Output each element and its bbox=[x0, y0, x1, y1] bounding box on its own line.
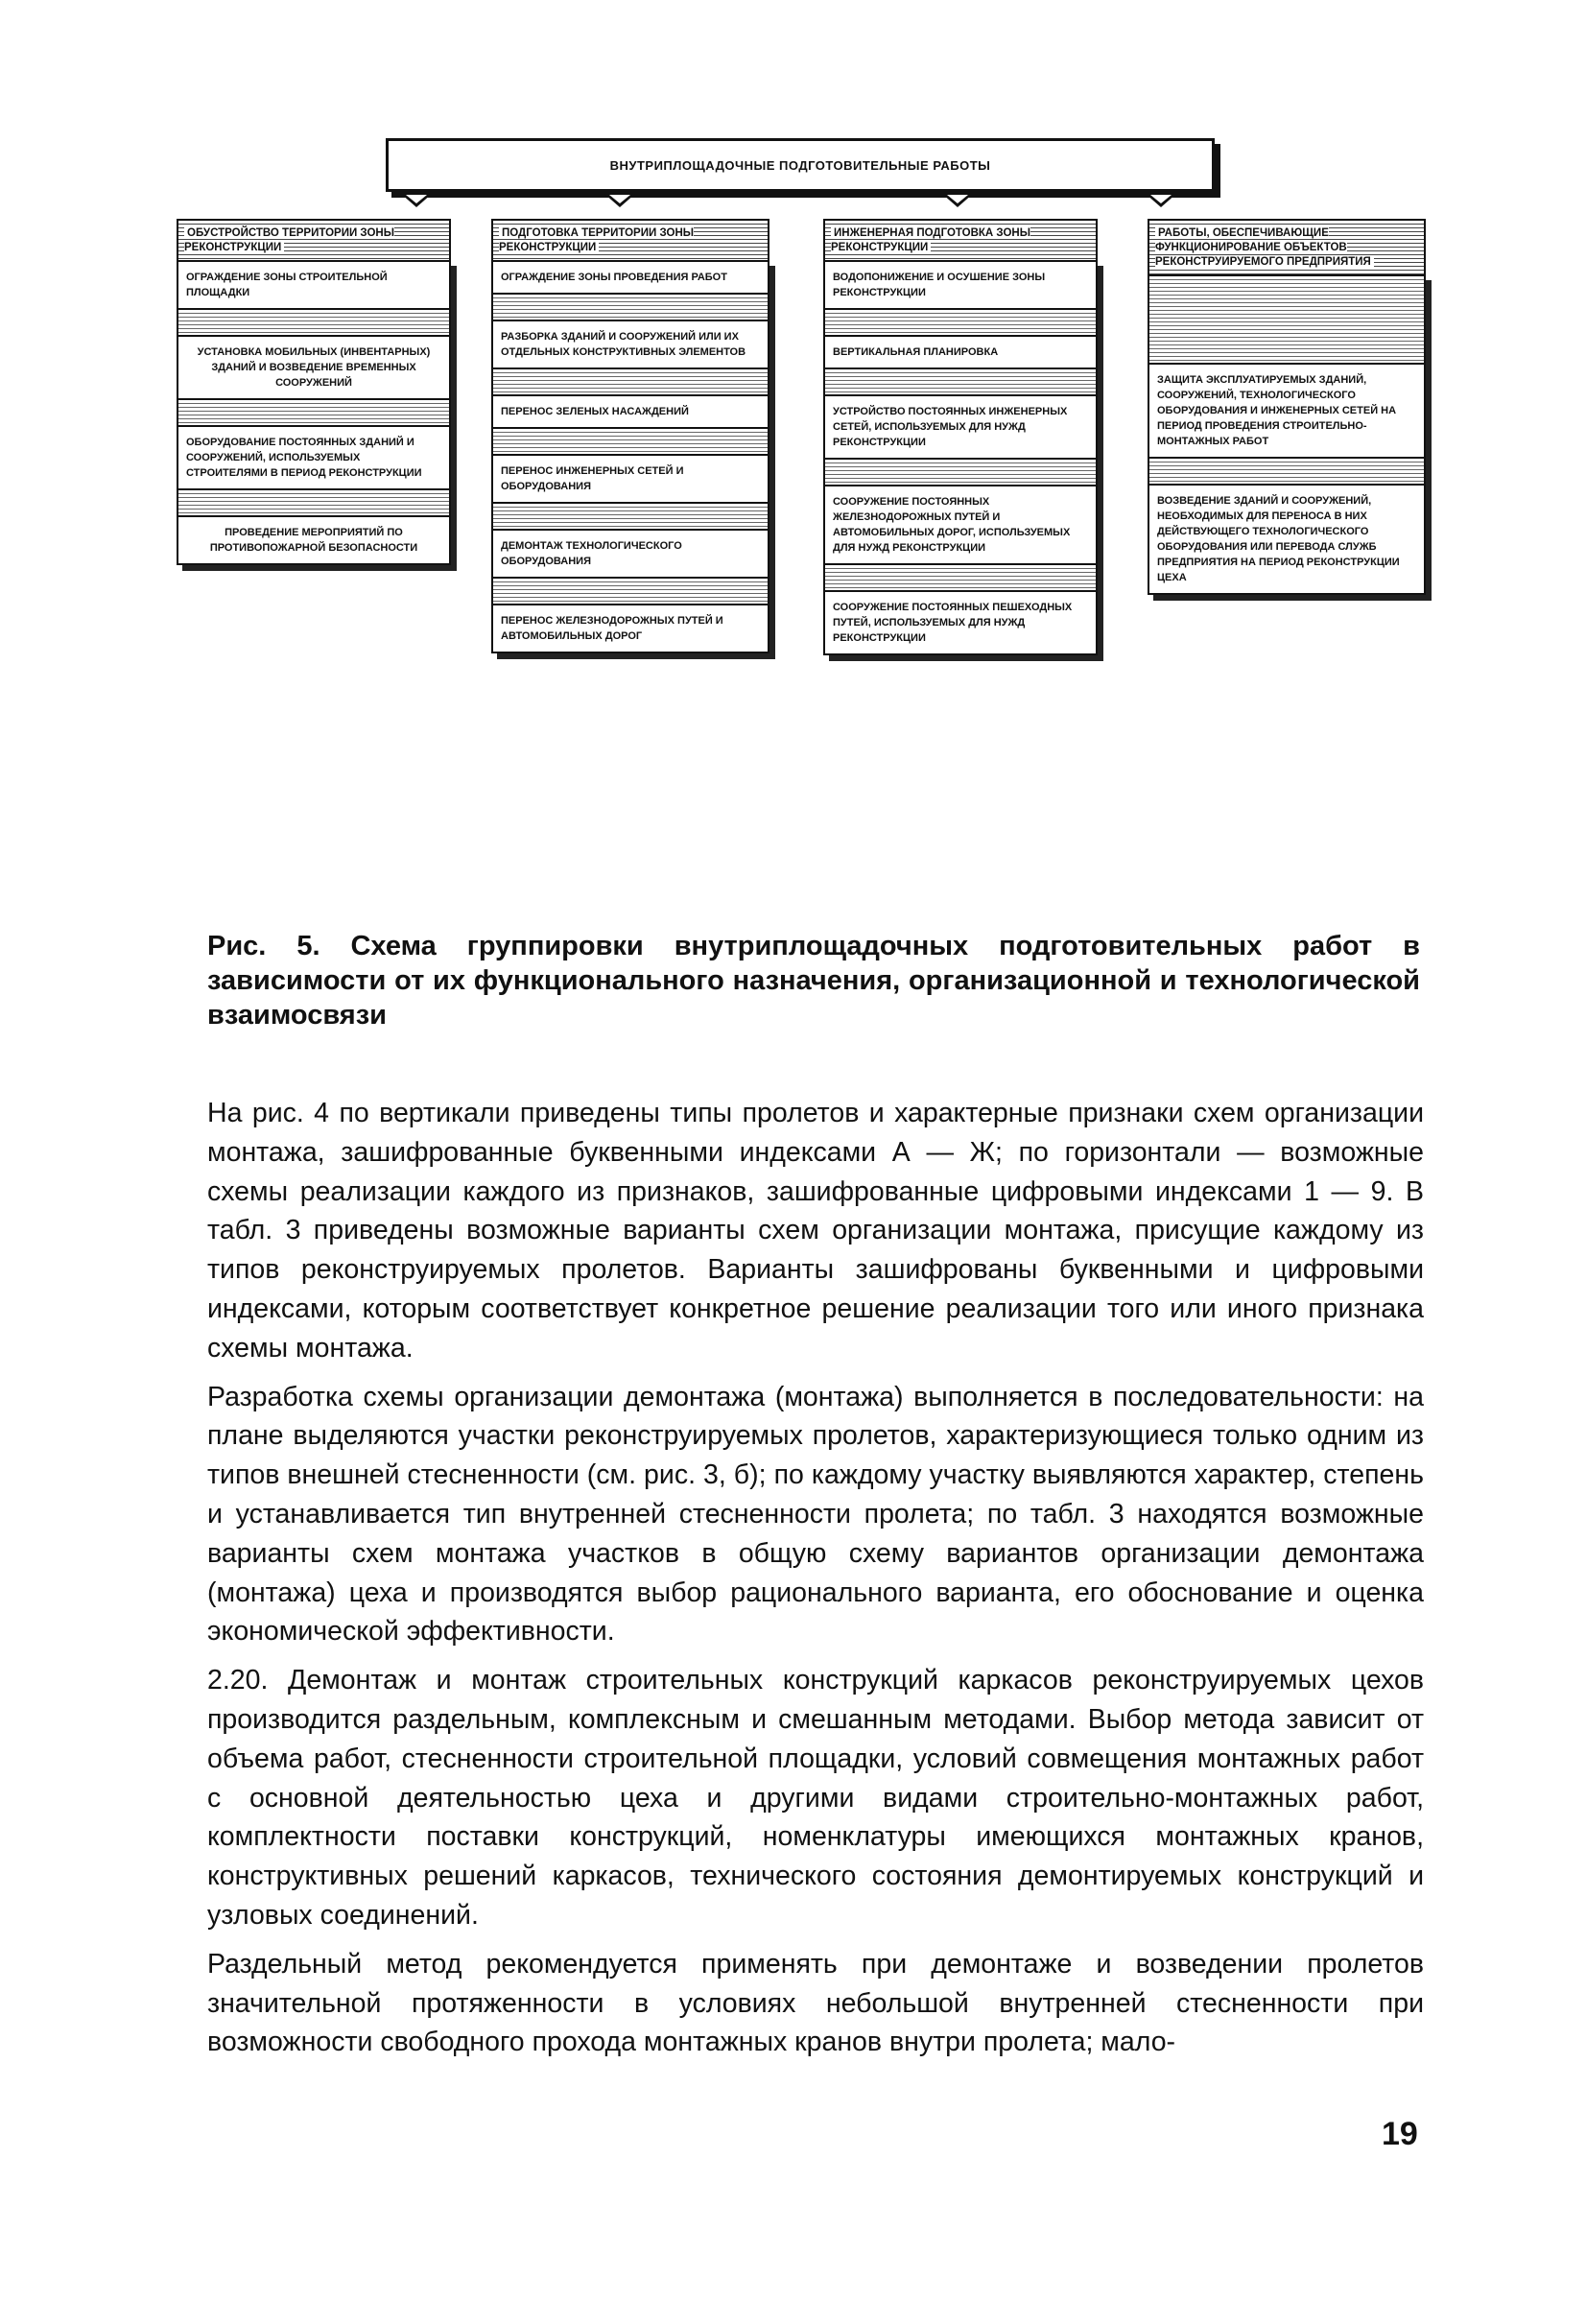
divider bbox=[493, 293, 768, 320]
body-text bbox=[207, 1094, 1424, 2072]
diagram-title: ВНУТРИПЛОЩАДОЧНЫЕ ПОДГОТОВИТЕЛЬНЫЕ РАБОТЫ bbox=[609, 157, 991, 173]
column-1 bbox=[177, 219, 451, 565]
list-item: ПЕРЕНОС ЖЕЛЕЗНОДОРОЖНЫХ ПУТЕЙ И АВТОМОБИЛЬНЫХ ДОРОГ bbox=[493, 604, 768, 652]
list-item: УСТРОЙСТВО ПОСТОЯННЫХ ИНЖЕНЕРНЫХ СЕТЕЙ, ИСПОЛЬЗУЕМЫХ ДЛЯ НУЖД РЕКОНСТРУКЦИИ bbox=[825, 394, 1096, 458]
figure-caption: Рис. 5. Схема группировки внутриплощадочных подготовительных работ в зависимости от их функционального назначения, организационной и технологической взаимосвязи bbox=[207, 931, 1420, 1031]
list-item: ЗАЩИТА ЭКСПЛУАТИРУЕМЫХ ЗДАНИЙ, СООРУЖЕНИЙ, ТЕХНОЛОГИЧЕСКОГО ОБОРУДОВАНИЯ И ИНЖЕНЕРНЫХ СЕТЕЙ НА ПЕРИОД ПРОВЕДЕНИЯ СТРОИТЕЛЬНО-МОНТАЖНЫХ РАБОТ bbox=[1149, 363, 1424, 457]
column-2-items bbox=[491, 260, 769, 653]
list-item: ОГРАЖДЕНИЕ ЗОНЫ ПРОВЕДЕНИЯ РАБОТ bbox=[501, 272, 727, 283]
column-2-head: ПОДГОТОВКА ТЕРРИТОРИИ ЗОНЫ РЕКОНСТРУКЦИИ bbox=[491, 219, 769, 260]
list-item: СООРУЖЕНИЕ ПОСТОЯННЫХ ПЕШЕХОДНЫХ ПУТЕЙ, ИСПОЛЬЗУЕМЫХ ДЛЯ НУЖД РЕКОНСТРУКЦИИ bbox=[825, 590, 1096, 653]
column-3-head: ИНЖЕНЕРНАЯ ПОДГОТОВКА ЗОНЫ РЕКОНСТРУКЦИИ bbox=[823, 219, 1098, 260]
divider bbox=[825, 368, 1096, 394]
column-2 bbox=[491, 219, 769, 653]
list-item: УСТАНОВКА МОБИЛЬНЫХ (ИНВЕНТАРНЫХ) ЗДАНИЙ И ВОЗВЕДЕНИЕ ВРЕМЕННЫХ СООРУЖЕНИЙ bbox=[178, 335, 449, 398]
arrow-icon bbox=[401, 194, 432, 207]
paragraph: 2.20. Демонтаж и монтаж строительных конструкций каркасов реконструируемых цехов производится раздельным, комплексным и смешанным методами. Выбор метода зависит от объема работ, стесненности строительной площадки, условий совмещения монтажных работ с основной деятельностью цеха и другими видами строительно-монтажных работ, комплектности поставки конструкций, номенклатуры имеющихся монтажных кранов, конструктивных решений каркасов, технического состояния демонтируемых конструкций и узловых соединений. bbox=[207, 1665, 1424, 1931]
list-item: ВЕРТИКАЛЬНАЯ ПЛАНИРОВКА bbox=[825, 335, 1096, 368]
list-item: РАЗБОРКА ЗДАНИЙ И СООРУЖЕНИЙ ИЛИ ИХ ОТДЕЛЬНЫХ КОНСТРУКТИВНЫХ ЭЛЕМЕНТОВ bbox=[493, 320, 768, 368]
column-4-items bbox=[1148, 274, 1426, 595]
divider bbox=[178, 398, 449, 425]
divider bbox=[1149, 457, 1424, 484]
divider bbox=[493, 577, 768, 604]
arrow-icon bbox=[942, 194, 973, 207]
divider bbox=[825, 563, 1096, 590]
page-number: 19 bbox=[1382, 2116, 1418, 2152]
divider bbox=[1149, 276, 1424, 363]
column-4 bbox=[1148, 219, 1426, 595]
paragraph: Разработка схемы организации демонтажа (монтажа) выполняется в последовательности: на плане выделяются участки реконструируемых пролетов, характеризующиеся только одним из типов внешней стесненности (см. рис. 3, б); по каждому участку выявляются характер, степень и устанавливается тип внутренней стесненности пролета; по табл. 3 находятся возможные варианты схем монтажа участков в общую схему вариантов организации демонтажа (монтажа) цеха и производятся выбор рационального варианта, его обоснование и оценка экономической эффективности. bbox=[207, 1381, 1424, 1648]
divider bbox=[493, 368, 768, 394]
divider bbox=[825, 308, 1096, 335]
divider bbox=[493, 427, 768, 454]
divider bbox=[178, 488, 449, 515]
paragraph: Раздельный метод рекомендуется применять при демонтаже и возведении пролетов значительной протяженности в условиях небольшой внутренней стесненности при возможности свободного прохода монтажных кранов внутри пролета; мало- bbox=[207, 1948, 1424, 2058]
divider bbox=[493, 502, 768, 529]
list-item: ОГРАЖДЕНИЕ ЗОНЫ СТРОИТЕЛЬНОЙ ПЛОЩАДКИ bbox=[186, 272, 388, 298]
list-item: ПЕРЕНОС ИНЖЕНЕРНЫХ СЕТЕЙ И ОБОРУДОВАНИЯ bbox=[493, 454, 768, 502]
list-item: ДЕМОНТАЖ ТЕХНОЛОГИЧЕСКОГО ОБОРУДОВАНИЯ bbox=[493, 529, 768, 577]
list-item: ВОДОПОНИЖЕНИЕ И ОСУШЕНИЕ ЗОНЫ РЕКОНСТРУКЦИИ bbox=[833, 272, 1046, 298]
arrow-icon bbox=[1146, 194, 1176, 207]
column-3 bbox=[823, 219, 1098, 655]
list-item: ОБОРУДОВАНИЕ ПОСТОЯННЫХ ЗДАНИЙ И СООРУЖЕНИЙ, ИСПОЛЬЗУЕМЫХ СТРОИТЕЛЯМИ В ПЕРИОД РЕКОНСТРУКЦИИ bbox=[178, 425, 449, 488]
list-item: ПЕРЕНОС ЗЕЛЕНЫХ НАСАЖДЕНИЙ bbox=[493, 394, 768, 427]
connector-line bbox=[416, 189, 1174, 195]
column-1-items bbox=[177, 260, 451, 565]
arrow-icon bbox=[604, 194, 635, 207]
paragraph: На рис. 4 по вертикали приведены типы пролетов и характерные признаки схем организации монтажа, зашифрованные буквенными индексами А — Ж; по горизонтали — возможные схемы реализации каждого из признаков, зашифрованные цифровыми индексами 1 — 9. В табл. 3 приведены возможные варианты схем организации монтажа, присущие каждому из типов реконструируемых пролетов. Варианты зашифрованы буквенными и цифровыми индексами, которым соответствует конкретное решение реализации того или иного признака схемы монтажа. bbox=[207, 1098, 1424, 1364]
diagram-title-box bbox=[386, 138, 1215, 192]
diagram bbox=[0, 0, 1586, 883]
column-1-head: ОБУСТРОЙСТВО ТЕРРИТОРИИ ЗОНЫ РЕКОНСТРУКЦИИ bbox=[177, 219, 451, 260]
divider bbox=[178, 308, 449, 335]
column-3-items bbox=[823, 260, 1098, 655]
list-item: ВОЗВЕДЕНИЕ ЗДАНИЙ И СООРУЖЕНИЙ, НЕОБХОДИМЫХ ДЛЯ ПЕРЕНОСА В НИХ ДЕЙСТВУЮЩЕГО ТЕХНОЛОГИЧЕСКОГО ОБОРУДОВАНИЯ ИЛИ ПЕРЕВОДА СЛУЖБ ПРЕДПРИЯТИЯ НА ПЕРИОД РЕКОНСТРУКЦИИ ЦЕХА bbox=[1149, 484, 1424, 593]
list-item: СООРУЖЕНИЕ ПОСТОЯННЫХ ЖЕЛЕЗНОДОРОЖНЫХ ПУТЕЙ И АВТОМОБИЛЬНЫХ ДОРОГ, ИСПОЛЬЗУЕМЫХ ДЛЯ НУЖД РЕКОНСТРУКЦИИ bbox=[825, 485, 1096, 563]
divider bbox=[825, 458, 1096, 485]
list-item: ПРОВЕДЕНИЕ МЕРОПРИЯТИЙ ПО ПРОТИВОПОЖАРНОЙ БЕЗОПАСНОСТИ bbox=[178, 515, 449, 563]
column-4-head: РАБОТЫ, ОБЕСПЕЧИВАЮЩИЕ ФУНКЦИОНИРОВАНИЕ ОБЪЕКТОВ РЕКОНСТРУИРУЕМОГО ПРЕДПРИЯТИЯ bbox=[1148, 219, 1426, 274]
